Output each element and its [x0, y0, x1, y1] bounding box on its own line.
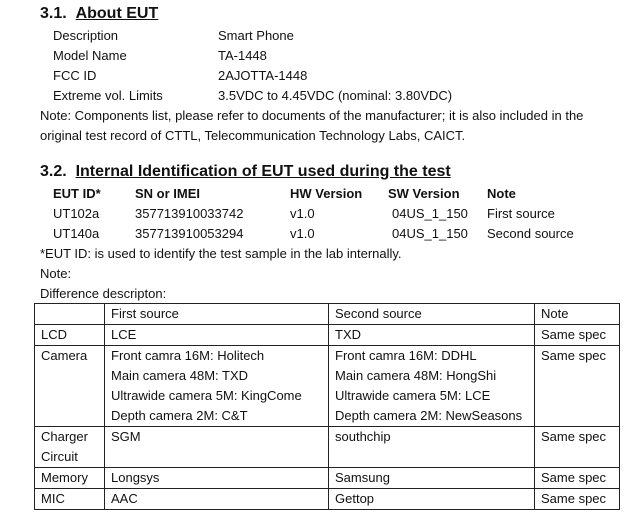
header-item: [35, 304, 105, 325]
second-source-value: Ultrawide camera 5M: LCE: [335, 388, 491, 403]
first-source-cell: [105, 427, 329, 468]
component-cell: [35, 489, 105, 510]
header-eut-id: EUT ID*: [53, 186, 101, 201]
note-value: Same spec: [541, 470, 607, 485]
eut-label-voltage: Extreme vol. Limits: [53, 88, 163, 103]
first-source-value: LCE: [111, 327, 137, 342]
second-source-value: Main camera 48M: HongShi: [335, 368, 497, 383]
section-title: Internal Identification of EUT used during the test: [75, 163, 451, 180]
first-source-value: Front camra 16M: Holitech: [111, 348, 265, 363]
first-source-value: SGM: [111, 429, 141, 444]
table-row: [35, 468, 620, 489]
hw-cell: v1.0: [290, 226, 315, 241]
second-source-value: Samsung: [335, 470, 390, 485]
table-row: [35, 427, 620, 468]
note-cell: [535, 325, 620, 346]
second-source-cell: [329, 489, 535, 510]
section-title: About EUT: [75, 5, 159, 22]
section2-note: Note:: [40, 266, 72, 281]
section1-note-line1: Note: Components list, please refer to documents of the manufacturer; it is also included in the: [40, 108, 584, 123]
first-source-value: Main camera 48M: TXD: [111, 368, 249, 383]
sn-cell: 357713910053294: [135, 226, 244, 241]
second-source-value: Depth camera 2M: NewSeasons: [335, 408, 523, 423]
sn-cell: 357713910033742: [135, 206, 244, 221]
component-cell: [35, 427, 105, 468]
note-cell: [535, 346, 620, 427]
first-source-value: AAC: [111, 491, 138, 506]
sw-cell: 04US_1_150: [392, 206, 468, 221]
note-cell: [535, 427, 620, 468]
eut-value-voltage: 3.5VDC to 4.45VDC (nominal: 3.80VDC): [218, 88, 453, 103]
first-source-cell: [105, 468, 329, 489]
header-second-source: Second source: [329, 304, 535, 325]
eut-value-description: Smart Phone: [218, 28, 294, 43]
section-3-2-heading: [40, 163, 451, 181]
header-note: Note: [535, 304, 620, 325]
note-cell: First source: [487, 206, 555, 221]
eut-value-fcc: 2AJOTTA-1448: [218, 68, 308, 83]
note-cell: Second source: [487, 226, 574, 241]
table-row: [35, 325, 620, 346]
note-value: Same spec: [541, 429, 607, 444]
table-header-row: [35, 304, 620, 325]
second-source-cell: [329, 468, 535, 489]
first-source-cell: [105, 346, 329, 427]
component-name: Camera: [41, 348, 88, 363]
second-source-cell: [329, 427, 535, 468]
section1-note-line2: original test record of CTTL, Telecommunication Technology Labs, CAICT.: [40, 128, 466, 143]
second-source-value: southchip: [335, 429, 391, 444]
sw-cell: 04US_1_150: [392, 226, 468, 241]
header-hw: HW Version: [290, 186, 363, 201]
first-source-value: Longsys: [111, 470, 160, 485]
eut-id-cell: UT140a: [53, 226, 100, 241]
section-3-1-heading: [40, 5, 158, 23]
component-name: Charger: [41, 429, 88, 444]
note-cell: [535, 489, 620, 510]
section-number: 3.2.: [40, 163, 67, 180]
table-row: [35, 489, 620, 510]
header-sw: SW Version: [388, 186, 460, 201]
eut-id-footnote: *EUT ID: is used to identify the test sample in the lab internally.: [40, 246, 402, 261]
component-cell: [35, 346, 105, 427]
eut-label-description: Description: [53, 28, 119, 43]
eut-label-model: Model Name: [53, 48, 127, 63]
second-source-cell: [329, 346, 535, 427]
table-row: [35, 346, 620, 427]
eut-id-cell: UT102a: [53, 206, 100, 221]
note-value: Same spec: [541, 491, 607, 506]
note-value: Same spec: [541, 348, 607, 363]
header-sn: SN or IMEI: [135, 186, 201, 201]
header-note: Note: [487, 186, 516, 201]
component-name: LCD: [41, 327, 68, 342]
hw-cell: v1.0: [290, 206, 315, 221]
component-name: Memory: [41, 470, 88, 485]
difference-table: [34, 303, 620, 510]
section-number: 3.1.: [40, 5, 67, 22]
second-source-value: TXD: [335, 327, 361, 342]
second-source-value: Gettop: [335, 491, 375, 506]
component-cell: [35, 325, 105, 346]
note-cell: [535, 468, 620, 489]
header-first-source: First source: [105, 304, 329, 325]
first-source-value: Depth camera 2M: C&T: [111, 408, 248, 423]
second-source-cell: [329, 325, 535, 346]
note-value: Same spec: [541, 327, 607, 342]
eut-value-model: TA-1448: [218, 48, 267, 63]
eut-label-fcc: FCC ID: [53, 68, 97, 83]
difference-caption: Difference descripton:: [40, 286, 167, 301]
first-source-value: Ultrawide camera 5M: KingCome: [111, 388, 302, 403]
first-source-cell: [105, 325, 329, 346]
component-cell: [35, 468, 105, 489]
second-source-value: Front camra 16M: DDHL: [335, 348, 477, 363]
component-name: MIC: [41, 491, 65, 506]
component-name: Circuit: [41, 449, 78, 464]
first-source-cell: [105, 489, 329, 510]
